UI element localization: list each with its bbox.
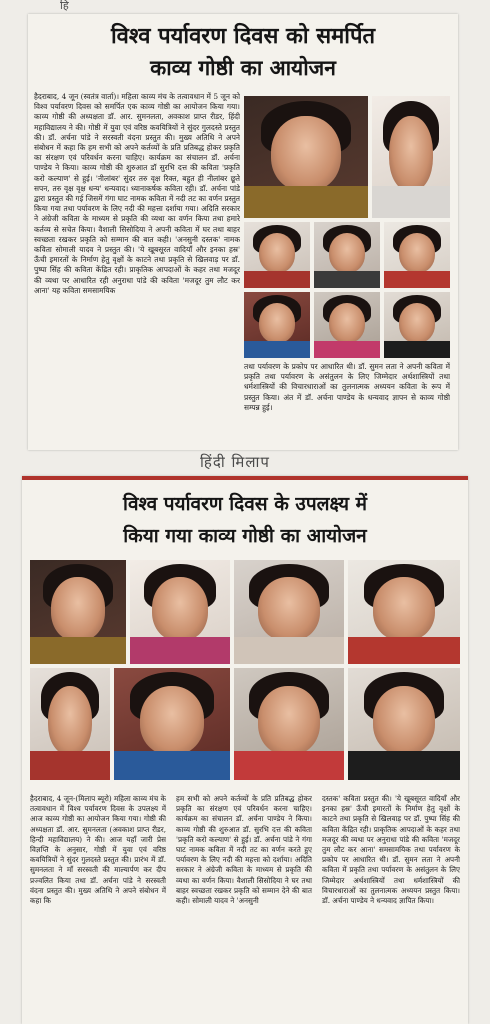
article1-body-column-2: तथा पर्यावरण के प्रकोप पर आधारित थी। डॉ. सुमन लता ने अपनी कविता में प्रकृति तथा पर्यावरण के असंतुलन के लिए जिम्मेदार अर्थशास्त्रियों तथा धर्मशास्त्रियों की विचारधाराओं का तुलनात्मक अध्ययन कविता के रूप में प्रस्तुत किया। अंत में डॉ. अर्चना पाण्डेय के धन्यवाद ज्ञापन से काव्य गोष्ठी सम्पन्न हुई।: [244, 362, 450, 412]
portrait-photo: [114, 668, 230, 780]
portrait-photo: [348, 560, 460, 664]
article2-photo-collage: [30, 560, 460, 790]
portrait-photo: [348, 668, 460, 780]
article2-body-column-2: हम सभी को अपने कर्तव्यों के प्रति प्रतिबद्ध होकर प्रकृति का संरक्षण एवं परिवर्धन करना चाहिए। कार्यक्रम का संचालन डॉ. अर्चना पाण्डेय ने किया। काव्य गोष्ठी की शुरुआत डॉ. सुरभि दत्त की कविता 'प्रकृति करो कल्याण' से हुई। डॉ. अर्चना पांडे ने गंगा घाट नामक कविता में नदी तट का वर्णन करते हुए पर्यावरण के लिए नदी की महत्ता को दर्शाया। अदिति सरकार ने अंग्रेजी कविता के माध्यम से प्रकृति की व्यथा का वर्णन किया। वैशाली सिसोदिया ने घर तथा बाहर स्वच्छता रखकर प्रकृति को सम्मान देने की बात कही। सोमाली यादव ने 'अनसुनी: [176, 794, 312, 906]
portrait-photo: [30, 668, 110, 780]
newspaper-clipping-2: [22, 476, 468, 1024]
portrait-photo: [30, 560, 126, 664]
article1-headline-line1: विश्व पर्यावरण दिवस को समर्पित: [110, 24, 376, 49]
article2-headline-line2: किया गया काव्य गोष्ठी का आयोजन: [123, 525, 367, 547]
portrait-photo: [384, 292, 450, 358]
newspaper-clipping-1: [28, 14, 458, 450]
portrait-photo: [244, 96, 368, 218]
portrait-photo: [244, 222, 310, 288]
portrait-photo: [244, 292, 310, 358]
portrait-photo: [130, 560, 230, 664]
portrait-photo: [314, 222, 380, 288]
article1-body-column-1: हैदराबाद, 4 जून (स्वतंत्र वार्ता)। महिला काव्य मंच के तत्वावधान में 5 जून को विश्व पर्यावरण दिवस को समर्पित एक काव्य गोष्ठी का आयोजन किया गया। काव्य गोष्ठी की अध्यक्षता डॉ. आर. सुमनलता, अवकाश प्राप्त रीडर, हिंदी महाविद्यालय ने की। गोष्ठी में युवा एवं वरिष्ठ कवयित्रियों ने सुंदर गुलदस्ते प्रस्तुत की। डॉ. अर्चना पांडे ने सरस्वती वंदना प्रस्तुत की। मुख्य अतिथि ने अपने संबोधन में कहा कि हम सभी को अपने कर्तव्यों के प्रति प्रतिबद्ध होकर प्रकृति का संरक्षण एवं परिवर्धन करना चाहिए। कार्यक्रम का संचालन डॉ. अर्चना पाण्डेय ने किया। काव्य गोष्ठी की शुरुआत डॉ सुरभि दत्त की कविता 'प्रकृति करो कल्याण' से हुई। 'नीलांबर' सुंदर तरु वृक्ष रिक्त, बहुत ही नीलांबर छूते सपन, तरु वृक्ष वृक्ष धन्य' धन्यवाद। ध्यानाकर्षक कविता रही। डॉ. अर्चना पांडे द्वारा प्रस्तुत की गई जिसमें गंगा घाट नामक कविता में नदी तट का वर्णन प्रस्तुत किया गया तथा पर्यावरण के लिए नदी की महत्ता दर्शाया गया। अदिति सरकार ने अंग्रेजी कविता के माध्यम से प्रकृति की व्यथा का वर्णन किया तथा हमारे कर्तव्य से सचेत किया। वैशाली सिसोदिया ने अपनी कविता में घर तथा बाहर स्वच्छता रखकर प्रकृति को सम्मान की बात कही। 'अनसुनी दस्तक' नामक कविता सोमाली यादव ने प्रस्तुत की। 'ये खूबसूरत वादियाँ और इनका हस्र' ऊँची इमारतों के निर्माण हेतु वृक्षों के काटने तथा प्रकृति से खिलवाड़ पर डॉ. पुष्पा सिंह की कविता केंद्रित रही। प्राकृतिक आपदाओं के कहर तथा मजदूर की व्यथा पर आधारित रही अनुराधा पांडे की कविता 'मजदूर तुम लौट कर आना' यह कविता समसामयिक: [34, 92, 240, 295]
article1-photo-collage: [244, 96, 450, 358]
portrait-photo: [234, 560, 344, 664]
handwritten-newspaper-name: हिंदी मिलाप: [200, 453, 270, 471]
portrait-photo: [384, 222, 450, 288]
article2-body-column-3: दस्तक' कविता प्रस्तुत की। 'ये खूबसूरत वादियाँ और इनका हस्र' ऊँची इमारतों के निर्माण हेतु वृक्षों के काटने तथा प्रकृति से खिलवाड़ पर डॉ. पुष्पा सिंह की कविता केंद्रित रही। प्राकृतिक आपदाओं के कहर तथा मजदूर की व्यथा पर अनुराधा पांडे की कविता 'मजदूर तुम लौट कर आना' समसामयिक तथा पर्यावरण के प्रकोप पर आधारित थी। डॉ. सुमन लता ने अपनी कविता में प्रकृति तथा पर्यावरण के असंतुलन के लिए जिम्मेदार अर्थशास्त्रियों तथा धर्मशास्त्रियों की विचारधाराओं का तुलनात्मक अध्ययन प्रस्तुत किया। डॉ. अर्चना पाण्डेय ने धन्यवाद ज्ञापित किया।: [322, 794, 460, 906]
article1-headline-line2: काव्य गोष्ठी का आयोजन: [150, 56, 336, 80]
article2-body-column-1: हैदराबाद, 4 जून-(मिलाप ब्यूरो) महिला काव्य मंच के तत्वावधान में विश्व पर्यावरण दिवस के उपलक्ष्य में आज काव्य गोष्ठी का आयोजन किया गया। गोष्ठी की अध्यक्षता डॉ. आर. सुमनलता (अवकाश प्राप्त रीडर, हिन्दी महाविद्यालय) ने की। आज यहाँ जारी प्रेस विज्ञप्ति के अनुसार, गोष्ठी में युवा एवं वरिष्ठ कवयित्रियों ने सुंदर गुलदस्ते प्रस्तुत की। प्रारंभ में डॉ. सुमनलता ने माँ सरस्वती की माल्यार्पण कर दीप प्रज्वलित किया तथा डॉ. अर्चना पांडे ने सरस्वती वंदना प्रस्तुत की। मुख्य अतिथि ने अपने संबोधन में कहा कि: [30, 794, 166, 906]
top-handwritten-note: हि: [60, 0, 69, 12]
article2-headline-line1: विश्व पर्यावरण दिवस के उपलक्ष्य में: [123, 493, 367, 515]
portrait-photo: [372, 96, 450, 218]
portrait-photo: [234, 668, 344, 780]
portrait-photo: [314, 292, 380, 358]
